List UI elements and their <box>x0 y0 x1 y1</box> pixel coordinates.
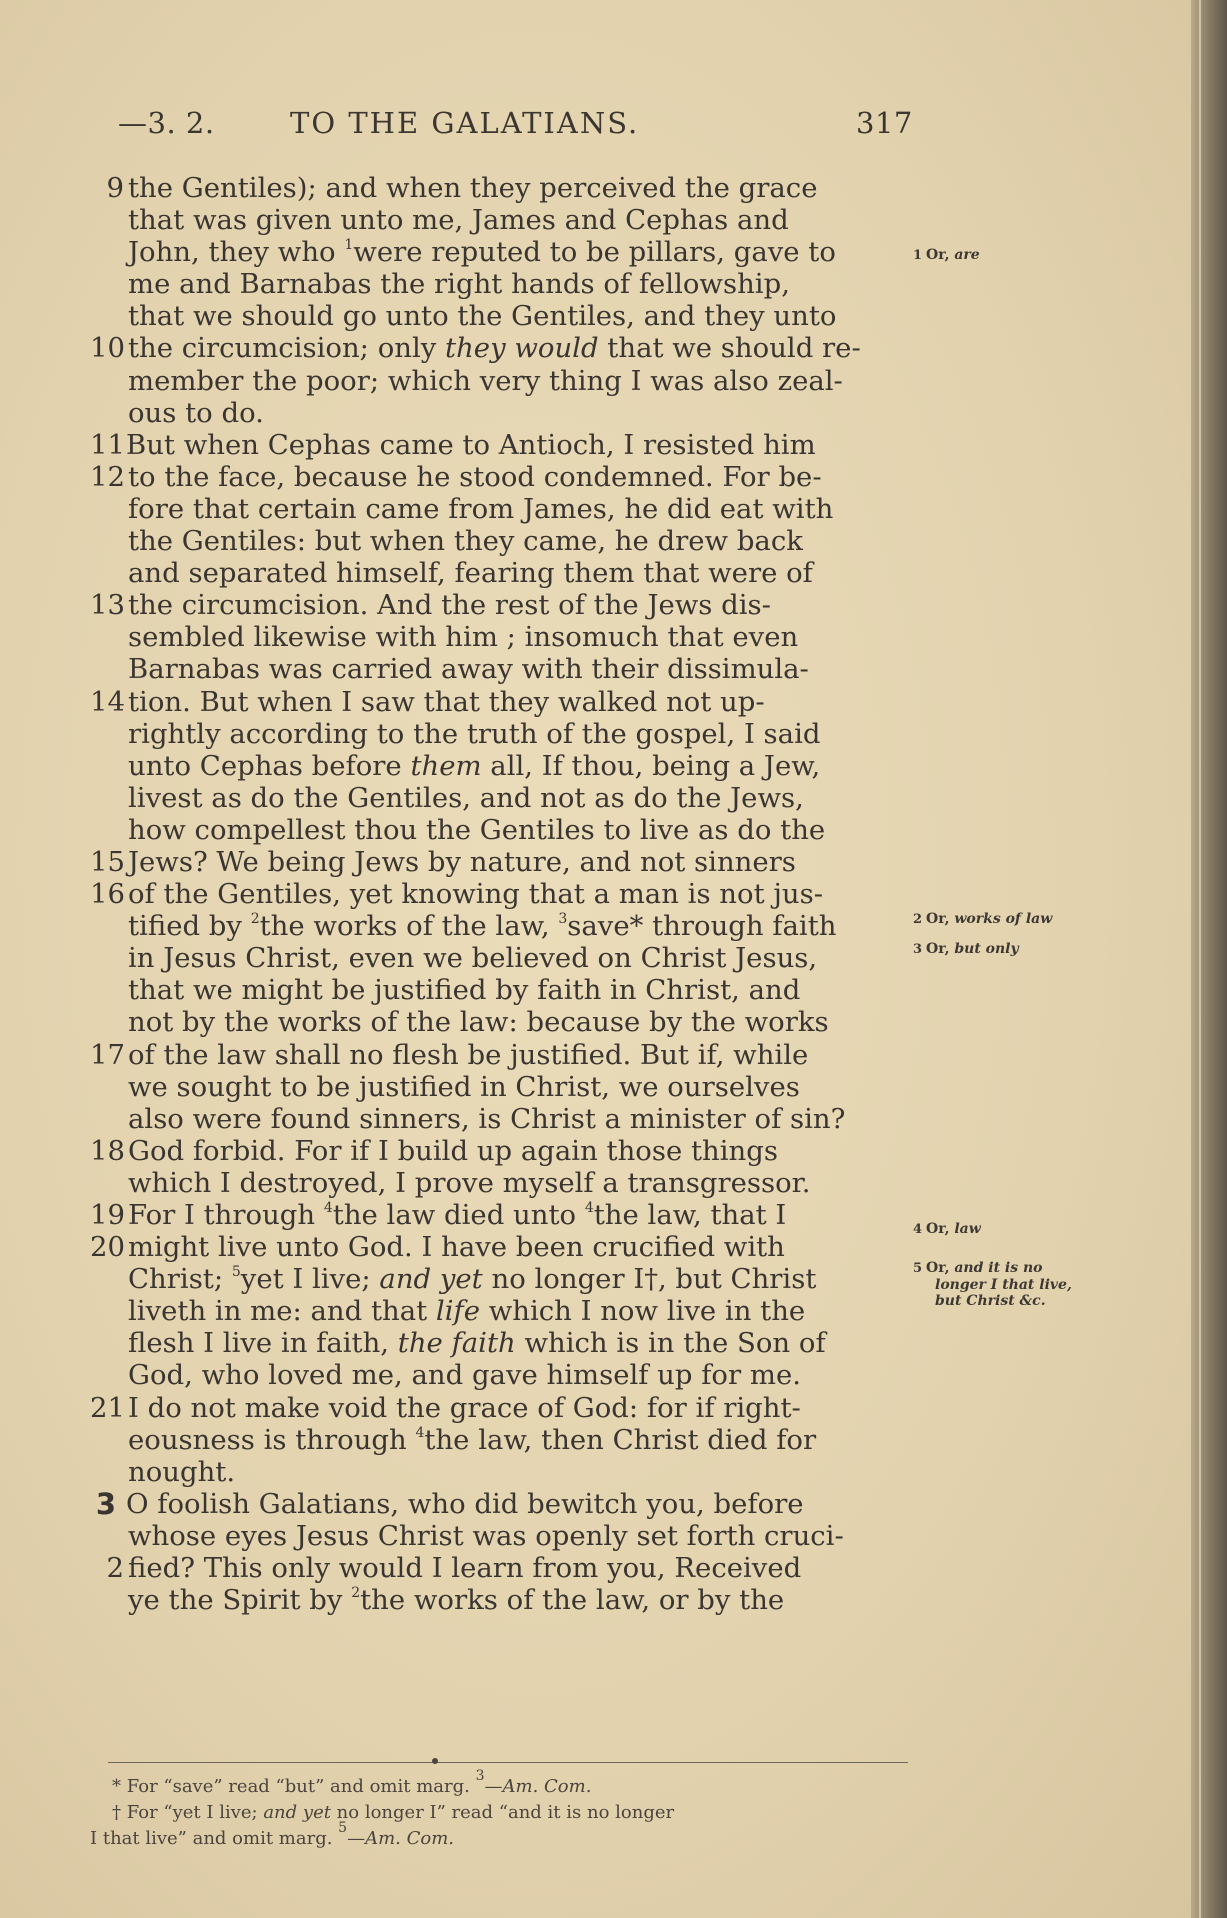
footnotes <box>90 1768 920 1852</box>
text-line: which I destroyed, I prove myself a transgressor. <box>128 1166 811 1199</box>
verse-number: 17 <box>90 1038 125 1071</box>
text-line: me and Barnabas the right hands of fellowship, <box>128 268 790 301</box>
text-line: 16 of the Gentiles, yet knowing that a man is not jus- <box>90 878 824 911</box>
text-line: not by the works of the law: because by the works <box>128 1006 829 1039</box>
margin-note: 3 Or, but only <box>913 941 1019 957</box>
text-line: also were found sinners, is Christ a minister of sin? <box>128 1102 846 1135</box>
text-line: 14 tion. But when I saw that they walked not up- <box>90 685 765 718</box>
footnote: † For “yet I live; and yet no longer I” read “and it is no longer <box>112 1802 675 1823</box>
text-line: 20 might live unto God. I have been crucified with <box>90 1231 785 1264</box>
margin-note: 5 Or, and it is no longer I that live, but Christ &c. <box>913 1260 1072 1309</box>
running-header <box>110 106 913 146</box>
text-line: how compellest thou the Gentiles to live as do the <box>128 813 826 846</box>
text-line: 11 But when Cephas came to Antioch, I resisted him <box>90 428 816 461</box>
text-line: eousness is through $^4$the law, then Christ died for <box>128 1423 817 1456</box>
verse-number: 10 <box>90 332 125 365</box>
text-line: God, who loved me, and gave himself up for me. <box>128 1359 801 1392</box>
text-line: livest as do the Gentiles, and not as do the Jews, <box>128 781 804 814</box>
text-line: 12 to the face, because he stood condemned. For be- <box>90 460 822 493</box>
verse-number: 20 <box>90 1231 125 1264</box>
margin-note: 4 Or, law <box>913 1221 981 1237</box>
text-line: Christ; $^5$yet I live; and yet no longer I†, but Christ <box>128 1263 817 1296</box>
verse-number: 18 <box>90 1134 125 1167</box>
text-line: Barnabas was carried away with their dissimula- <box>128 653 809 686</box>
text-line: 19 For I through $^4$the law died unto $^4$the law, that I <box>90 1199 787 1231</box>
marginal-ref: 2 <box>250 911 260 928</box>
text-line: fore that certain came from James, he did eat with <box>128 492 834 525</box>
verse-number: 21 <box>90 1391 125 1424</box>
book-title: TO THE GALATIANS. <box>290 106 640 140</box>
marginal-ref: 1 <box>344 237 354 254</box>
text-line: 10 the circumcision; only they would that we should re- <box>90 332 861 365</box>
text-line: unto Cephas before them all, If thou, being a Jew, <box>128 749 821 782</box>
scripture-text <box>90 172 910 1616</box>
text-line: whose eyes Jesus Christ was openly set forth cruci- <box>128 1519 844 1552</box>
footnote-rule <box>108 1762 908 1763</box>
verse-number: 16 <box>90 878 125 911</box>
text-line: John, they who $^1$were reputed to be pillars, gave to <box>128 236 836 269</box>
verse-number: 15 <box>90 845 125 878</box>
text-line: liveth in me: and that life which I now live in the <box>128 1295 806 1328</box>
text-line: 15 Jews? We being Jews by nature, and not sinners <box>90 845 796 878</box>
text-line: 18 God forbid. For if I build up again those things <box>90 1134 778 1167</box>
marginal-ref: 4 <box>415 1424 425 1441</box>
text-line: ous to do. <box>128 396 264 429</box>
text-line: 2 fied? This only would I learn from you, Received <box>90 1552 910 1584</box>
text-line: that we might be justified by faith in Christ, and <box>128 974 801 1007</box>
page-number: 317 <box>856 106 913 140</box>
text-line: flesh I live in faith, the faith which is in the Son of <box>128 1327 826 1360</box>
margin-note: 1 Or, are <box>913 247 980 263</box>
text-line: 9 the Gentiles); and when they perceived the grace <box>90 172 910 204</box>
verse-number: 2 <box>106 1552 124 1585</box>
verse-number: 11 <box>90 428 125 461</box>
marginal-ref: 3 <box>558 911 568 928</box>
chapter-number: 3 <box>95 1486 116 1521</box>
marginal-ref: 2 <box>351 1585 361 1602</box>
text-line: ye the Spirit by $^2$the works of the law, or by the <box>128 1584 785 1617</box>
footnote-continuation: I that live” and omit marg. $^5$—Am. Com. <box>90 1820 455 1849</box>
marginal-ref: 4 <box>584 1200 594 1216</box>
chapter-verse-ref: —3. 2. <box>118 106 215 140</box>
marginal-ref: 4 <box>323 1200 333 1216</box>
text-line: in Jesus Christ, even we believed on Christ Jesus, <box>128 942 818 975</box>
footnote: * For “save” read “but” and omit marg. $^3$—Am. Com. <box>112 1768 592 1797</box>
text-line: that was given unto me, James and Cephas and <box>128 204 789 237</box>
text-line: 3 O foolish Galatians, who did bewitch you, before <box>90 1488 910 1520</box>
text-line: tified by $^2$the works of the law, $^3$save* through faith <box>128 910 837 943</box>
text-line: we sought to be justified in Christ, we ourselves <box>128 1070 800 1103</box>
text-line: that we should go unto the Gentiles, and they unto <box>128 300 837 333</box>
verse-number: 12 <box>90 460 125 493</box>
text-line: and separated himself, fearing them that were of <box>128 557 813 590</box>
verse-number: 19 <box>90 1199 125 1231</box>
verse-number: 13 <box>90 589 125 622</box>
marginal-ref: 5 <box>231 1264 241 1281</box>
footnote-rule-dot <box>432 1758 438 1764</box>
text-line: nought. <box>128 1455 236 1488</box>
text-line: 17 of the law shall no flesh be justified. But if, while <box>90 1038 809 1071</box>
text-line: rightly according to the truth of the gospel, I said <box>128 717 821 750</box>
text-line: 21 I do not make void the grace of God: for if right- <box>90 1391 801 1424</box>
verse-number: 14 <box>90 685 125 718</box>
text-line: sembled likewise with him ; insomuch that even <box>128 621 799 654</box>
verse-number: 9 <box>106 172 124 204</box>
book-edge <box>1191 0 1227 1918</box>
margin-note: 2 Or, works of law <box>913 911 1053 927</box>
text-line: the Gentiles: but when they came, he drew back <box>128 525 803 558</box>
text-line: 13 the circumcision. And the rest of the Jews dis- <box>90 589 771 622</box>
text-line: member the poor; which very thing I was also zeal- <box>128 364 843 397</box>
